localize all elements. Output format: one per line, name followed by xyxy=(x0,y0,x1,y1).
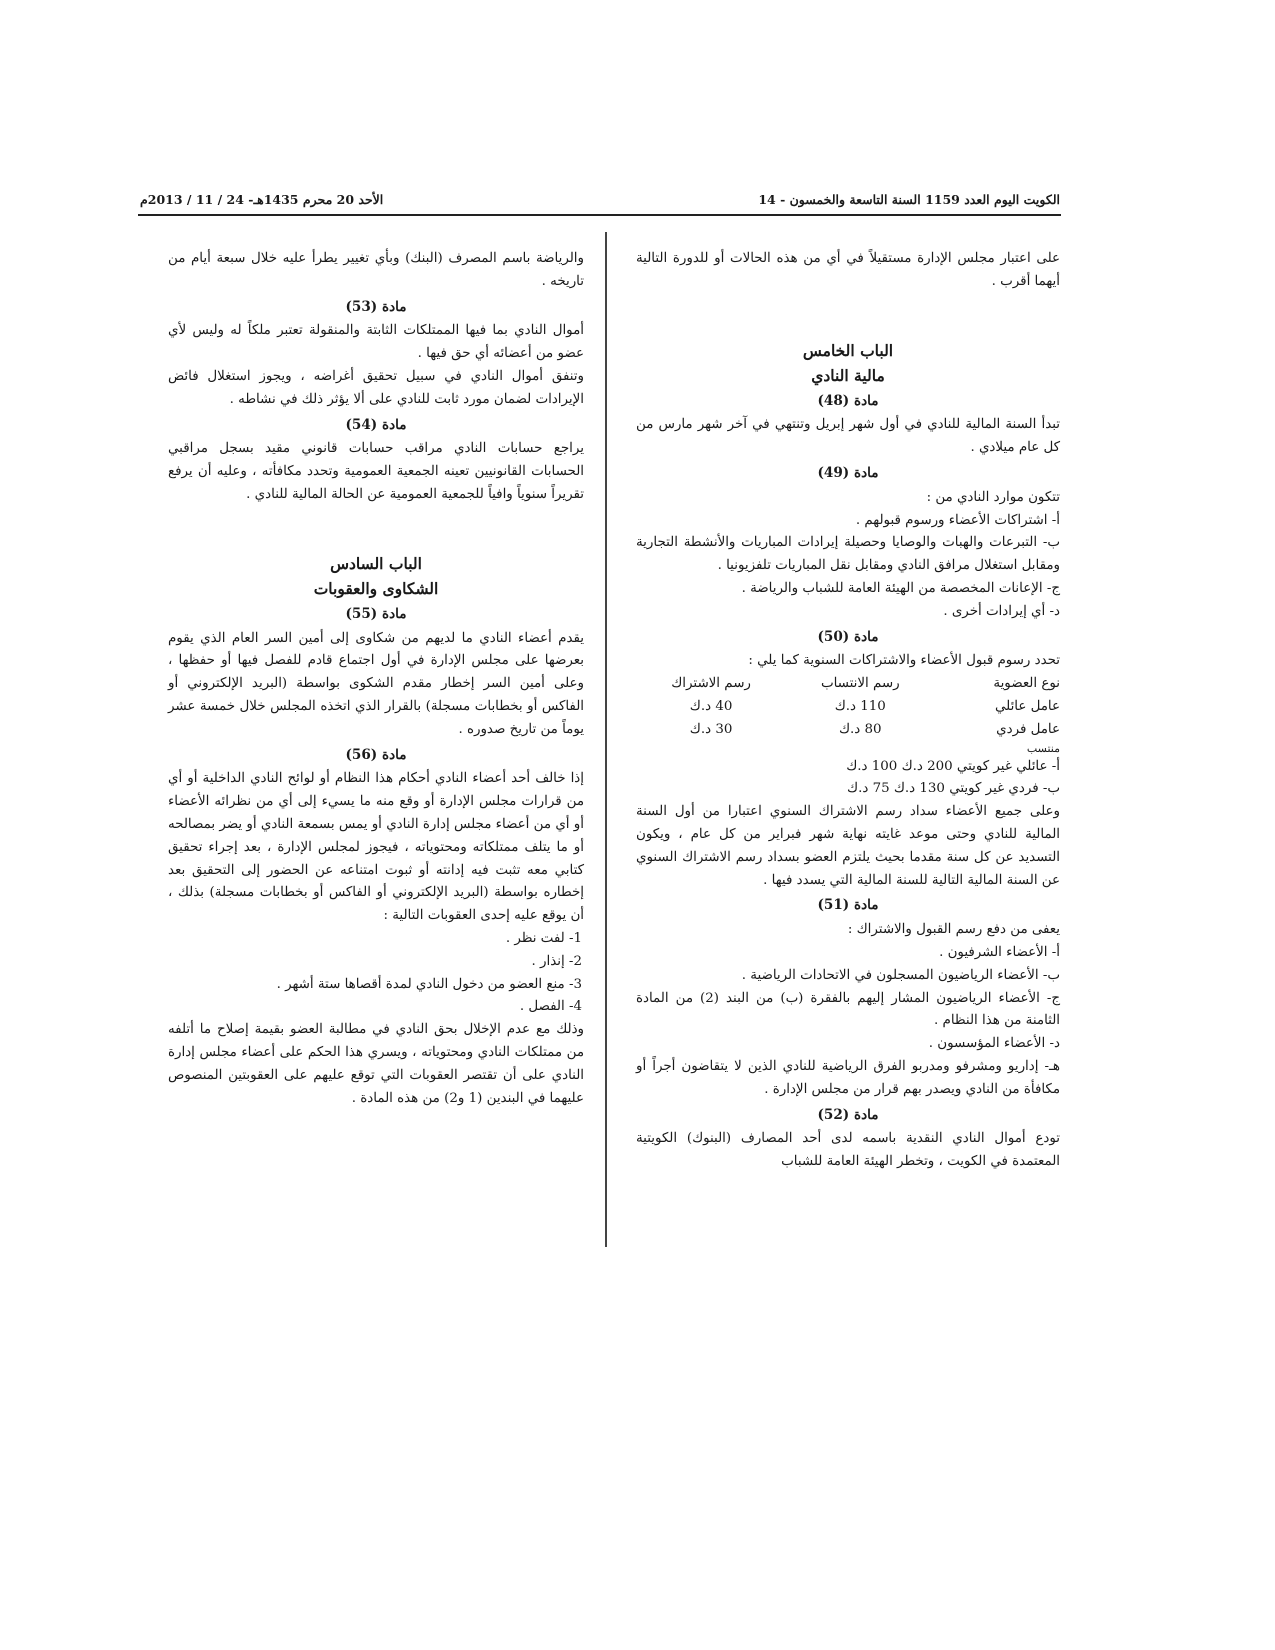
fee-row xyxy=(636,719,1060,742)
art49-item-b: ب- التبرعات والهبات والوصايا وحصيلة إيرادات المباريات والأنشطة التجارية ومقابل استغلال مرافق النادي ومقابل نقل المباريات تلفزيونيا . xyxy=(636,535,1060,574)
art53-title: مادة (53) xyxy=(345,298,407,315)
affiliate-label: منتسب xyxy=(1026,741,1060,755)
art48-text: تبدأ السنة المالية للنادي في أول شهر إبريل وتنتهي في آخر شهر مارس من كل عام ميلادي . xyxy=(636,417,1060,456)
penalty-item: 4- الفصل . xyxy=(519,999,582,1015)
right-column xyxy=(636,248,1060,1174)
art51-item-a: أ- الأعضاء الشرفيون . xyxy=(939,944,1060,960)
penalty-item: 1- لفت نظر . xyxy=(505,930,582,946)
chapter5-subtitle: مالية النادي xyxy=(811,365,885,385)
fee-header-type: نوع العضوية xyxy=(993,676,1060,692)
fee-row xyxy=(636,696,1060,719)
column-divider xyxy=(605,232,607,1247)
continuation-text: والرياضة باسم المصرف (البنك) وبأي تغيير يطرأ عليه خلال سبعة أيام من تاريخه . xyxy=(168,251,584,289)
art51-item-d: د- الأعضاء المؤسسون . xyxy=(928,1036,1060,1052)
art51-item-b: ب- الأعضاء الرياضيون المسجلون في الاتحادات الرياضية . xyxy=(741,967,1060,983)
art56-text: إذا خالف أحد أعضاء النادي أحكام هذا النظام أو لوائح النادي الداخلية أو أي من قرارات مجلس الإدارة أو وقع منه ما يسيء إلى أي من نظرائه الأعضاء أو أي من أعضاء مجلس إدارة النادي أو يمس بسمعة النادي أو يضر بمصالحه أو ما يتلف ممتلكاته ومحتوياته ، فيجوز لمجلس الإدارة ، بعد إجراء تحقيق كتابي معه تثبت فيه إدانته أو ثبوت امتناعه عن الحضور إلى التحقيق بعد إخطاره بواسطة (البريد الإلكتروني أو الفاكس أو بخطابات مسجلة) بذلك ، أن يوقع عليه إحدى العقوبات التالية : xyxy=(168,771,584,924)
chapter5-title: الباب الخامس xyxy=(802,340,894,360)
chapter6-subtitle: الشكاوى والعقوبات xyxy=(313,578,439,598)
fee-cell: 40 د.ك xyxy=(689,698,733,714)
art50-intro: تحدد رسوم قبول الأعضاء والاشتراكات السنوية كما يلي : xyxy=(748,653,1060,669)
art51-title: مادة (51) xyxy=(817,897,879,914)
art52-title: مادة (52) xyxy=(817,1106,879,1123)
art52-text: تودع أموال النادي النقدية باسمه لدى أحد المصارف (البنوك) الكويتية المعتمدة في الكويت ، وتخطر الهيئة العامة للشباب xyxy=(636,1131,1060,1170)
page-header xyxy=(140,190,1060,214)
art49-item-d: د- أي إيرادات أخرى . xyxy=(943,603,1060,619)
fee-table-header xyxy=(636,673,1060,696)
art56-ending: وذلك مع عدم الإخلال بحق النادي في مطالبة العضو بقيمة إصلاح ما أتلفه من ممتلكات النادي ومحتوياته ، ويسري هذا الحكم على أعضاء مجلس إدارة النادي على أن تقتصر العقوبات التي توقع عليهم على العقوبتين المنصوص عليهما في البندين (1 و2) من هذه المادة . xyxy=(168,1022,584,1106)
fee-cell: عامل فردي xyxy=(996,721,1060,737)
fee-cell: عامل عائلي xyxy=(994,698,1060,714)
header-newspaper-info: الكويت اليوم العدد 1159 السنة التاسعة والخمسون - 14 xyxy=(758,192,1060,207)
art49-item-a: أ- اشتراكات الأعضاء ورسوم قبولهم . xyxy=(855,512,1060,528)
art51-item-c: ج- الأعضاء الرياضيون المشار إليهم بالفقرة (ب) من البند (2) من المادة الثامنة من هذا النظام . xyxy=(636,990,1060,1029)
art49-intro: تتكون موارد النادي من : xyxy=(926,489,1060,505)
intro-text: على اعتبار مجلس الإدارة مستقيلاً في أي من هذه الحالات أو للدورة التالية أيهما أقرب . xyxy=(636,251,1060,289)
art49-item-c: ج- الإعانات المخصصة من الهيئة العامة للشباب والرياضة . xyxy=(741,580,1060,596)
header-date: الأحد 20 محرم 1435هـ- 24 / 11 / 2013م xyxy=(140,192,384,207)
fee-cell: 30 د.ك xyxy=(689,721,733,737)
art53-paragraph-2: وتنفق أموال النادي في سبيل تحقيق أغراضه ، ويجوز استغلال فائض الإيرادات لضمان مورد ثابت للنادي على ألا يؤثر ذلك في نشاطه . xyxy=(168,368,584,407)
art54-title: مادة (54) xyxy=(345,416,407,433)
art51-item-e: هـ- إداريو ومشرفو ومدربو الفرق الرياضية للنادي الذين لا يتقاضون أجراً أو مكافأة من النادي ويصدر بهم قرار من مجلس الإدارة . xyxy=(636,1058,1060,1097)
fee-header-join: رسم الانتساب xyxy=(820,676,900,692)
art50-text: وعلى جميع الأعضاء سداد رسم الاشتراك السنوي اعتبارا من أول السنة المالية للنادي وحتى موعد غايته نهاية شهر فبراير من كل عام ، ويكون التسديد عن كل سنة مقدما بحيث يلتزم العضو بسداد رسم الاشتراك السنوي عن السنة المالية التالية للسنة المالية التي يسدد فيها . xyxy=(636,804,1060,888)
affiliate-b: ب- فردي غير كويتي 130 د.ك 75 د.ك xyxy=(847,781,1060,797)
art48-title: مادة (48) xyxy=(817,392,879,409)
penalty-item: 2- إنذار . xyxy=(531,953,582,969)
spacer xyxy=(168,507,584,551)
art49-title: مادة (49) xyxy=(817,464,879,481)
spacer xyxy=(636,294,1060,338)
art53-paragraph-1: أموال النادي بما فيها الممتلكات الثابتة والمنقولة تعتبر ملكاً له وليس لأي عضو من أعضائه أي حق فيها . xyxy=(168,323,584,362)
affiliate-a: أ- عائلي غير كويتي 200 د.ك 100 د.ك xyxy=(846,758,1060,774)
fee-header-sub: رسم الاشتراك xyxy=(671,676,751,692)
penalty-item: 3- منع العضو من دخول النادي لمدة أقصاها ستة أشهر . xyxy=(276,976,582,992)
fee-table xyxy=(636,673,1060,741)
art50-title: مادة (50) xyxy=(817,628,879,645)
fee-cell: 110 د.ك xyxy=(834,698,886,714)
header-rule xyxy=(138,214,1061,216)
left-column xyxy=(168,248,584,1110)
fee-cell: 80 د.ك xyxy=(839,721,882,737)
art51-intro: يعفى من دفع رسم القبول والاشتراك : xyxy=(847,922,1060,938)
art56-title: مادة (56) xyxy=(345,746,407,763)
chapter6-title: الباب السادس xyxy=(330,553,422,573)
art55-text: يقدم أعضاء النادي ما لديهم من شكاوى إلى أمين السر العام الذي يقوم بعرضها على مجلس الإدارة في أول اجتماع قادم للفصل فيها أو حفظها ، وعلى أمين السر إخطار مقدم الشكوى بواسطة (البريد الإلكتروني أو الفاكس أو بخطابات مسجلة) بالقرار الذي اتخذه المجلس خلال خمسة عشر يوماً من تاريخ صدوره . xyxy=(168,630,584,737)
art54-text: يراجع حسابات النادي مراقب حسابات قانوني مقيد بسجل مراقبي الحسابات القانونيين تعينه الجمعية العمومية وتحدد مكافأته ، وعليه أن يرفع تقريراً سنوياً وافياً للجمعية العمومية عن الحالة المالية للنادي . xyxy=(168,441,584,502)
art55-title: مادة (55) xyxy=(345,605,407,622)
